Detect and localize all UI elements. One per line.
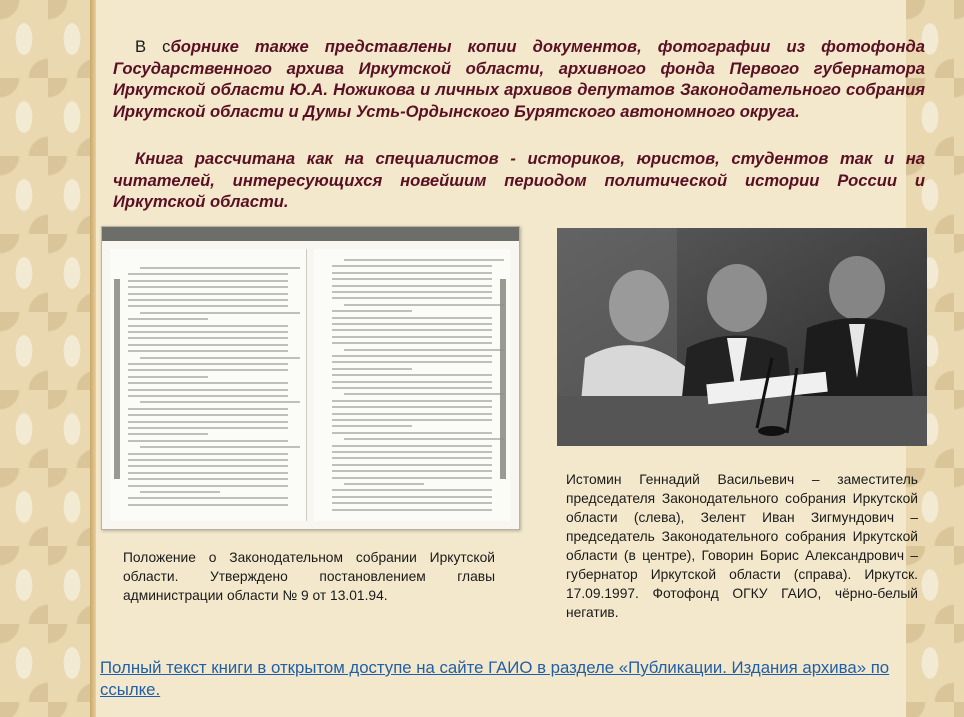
document-text-line	[128, 350, 288, 352]
document-text-line	[332, 323, 492, 325]
document-text-line	[332, 272, 492, 274]
document-text-line	[332, 445, 492, 447]
document-text-line	[332, 489, 492, 491]
document-text-line	[128, 273, 288, 275]
document-text-line	[344, 304, 504, 306]
document-text-line	[128, 382, 288, 384]
document-text-line	[332, 400, 492, 402]
document-text-line	[128, 408, 288, 410]
document-text-line	[332, 374, 492, 376]
document-text-line	[128, 305, 288, 307]
document-text-line	[128, 299, 288, 301]
document-text-line	[128, 344, 288, 346]
full-text-link[interactable]: Полный текст книги в открытом доступе на сайте ГАИО в разделе «Публикации. Издания архива» по ссылке.	[100, 658, 890, 699]
document-text-line	[128, 395, 288, 397]
document-text-line	[332, 361, 492, 363]
document-text-line	[344, 438, 504, 440]
document-text-line	[332, 470, 492, 472]
document-text-line	[332, 387, 492, 389]
document-text-line	[128, 293, 288, 295]
document-text-line	[128, 414, 288, 416]
document-text-line	[128, 472, 288, 474]
page-side-bar	[500, 279, 506, 479]
intro-paragraph	[113, 36, 925, 122]
document-text-line	[140, 267, 300, 269]
document-caption: Положение о Законодательном собрании Иркутской области. Утверждено постановлением главы администрации области № 9 от 13.01.94.	[123, 550, 495, 603]
document-text-line	[332, 451, 492, 453]
document-text-line	[128, 286, 288, 288]
document-text-line	[128, 440, 288, 442]
document-text-line	[140, 446, 300, 448]
document-text-line	[332, 265, 492, 267]
meeting-photo-graphic	[557, 228, 927, 446]
document-text-line	[332, 406, 492, 408]
document-text-line	[128, 504, 288, 506]
document-left-page	[110, 249, 307, 521]
document-text-line	[128, 318, 208, 320]
document-text-line	[332, 317, 492, 319]
document-text-line	[140, 401, 300, 403]
document-text-line	[332, 381, 492, 383]
document-text-line	[332, 496, 492, 498]
photo-caption: Истомин Геннадий Васильевич – заместитель председателя Законодательного собрания Иркутской области (слева), Зелент Иван Зигмундович – председатель Законодательного собрания Иркутской области (в центре), Говорин Борис Александрович – губернатор Иркутской области (справа). Иркутск. 17.09.1997. Фотофонд ОГКУ ГАИО, чёрно-белый негатив.	[566, 472, 918, 620]
document-scan-image	[101, 226, 520, 530]
document-text-line	[128, 421, 288, 423]
document-text-line	[140, 312, 300, 314]
document-text-line	[128, 337, 288, 339]
document-text-line	[128, 325, 288, 327]
document-text-line	[128, 453, 288, 455]
document-text-line	[332, 425, 412, 427]
document-text-line	[128, 363, 288, 365]
meeting-photo	[557, 228, 927, 446]
document-text-line	[128, 389, 288, 391]
document-text-line	[332, 509, 492, 511]
document-text-line	[128, 459, 288, 461]
document-text-line	[128, 465, 288, 467]
document-text-line	[332, 432, 492, 434]
intro-text: борнике также представлены копии документов, фотографии из фотофонда Государственного архива Иркутской области, архивного фонда Первого губернатора Иркутской области Ю.А. Ножикова и личных архивов депутатов Законодательного собрания Иркутской области и Думы Усть-Ордынского Бурятского автономного округа.	[113, 37, 925, 121]
document-text-line	[332, 419, 492, 421]
audience-paragraph: Книга рассчитана как на специалистов - историков, юристов, студентов так и на читателей, интересующихся новейшим периодом политической истории России и Иркутской области.	[113, 149, 925, 211]
document-text-line	[332, 329, 492, 331]
document-text-line	[332, 291, 492, 293]
document-header-strip	[102, 227, 519, 241]
document-text-line	[332, 285, 492, 287]
document-text-line	[332, 310, 412, 312]
document-text-line	[332, 464, 492, 466]
document-text-line	[344, 259, 504, 261]
document-text-line	[344, 483, 424, 485]
document-text-line	[332, 355, 492, 357]
document-text-line	[140, 357, 300, 359]
document-text-line	[332, 413, 492, 415]
document-text-line	[128, 376, 208, 378]
document-text-line	[332, 457, 492, 459]
document-text-line	[140, 491, 220, 493]
document-text-line	[128, 497, 288, 499]
intro-lead: В с	[135, 37, 171, 56]
document-text-line	[332, 342, 492, 344]
document-text-line	[332, 477, 492, 479]
document-text-line	[332, 368, 412, 370]
document-text-line	[128, 433, 208, 435]
document-text-line	[128, 280, 288, 282]
document-text-line	[344, 393, 504, 395]
document-text-line	[332, 336, 492, 338]
document-text-line	[344, 349, 504, 351]
document-text-line	[128, 485, 288, 487]
panel-frame	[90, 0, 96, 717]
document-text-line	[332, 502, 492, 504]
document-text-line	[128, 427, 288, 429]
document-text-line	[128, 478, 288, 480]
document-text-line	[128, 369, 288, 371]
page-side-bar	[114, 279, 120, 479]
document-text-line	[332, 297, 492, 299]
left-ornament-border	[0, 0, 96, 717]
document-text-line	[128, 331, 288, 333]
document-right-page	[314, 249, 510, 521]
document-text-line	[332, 278, 492, 280]
